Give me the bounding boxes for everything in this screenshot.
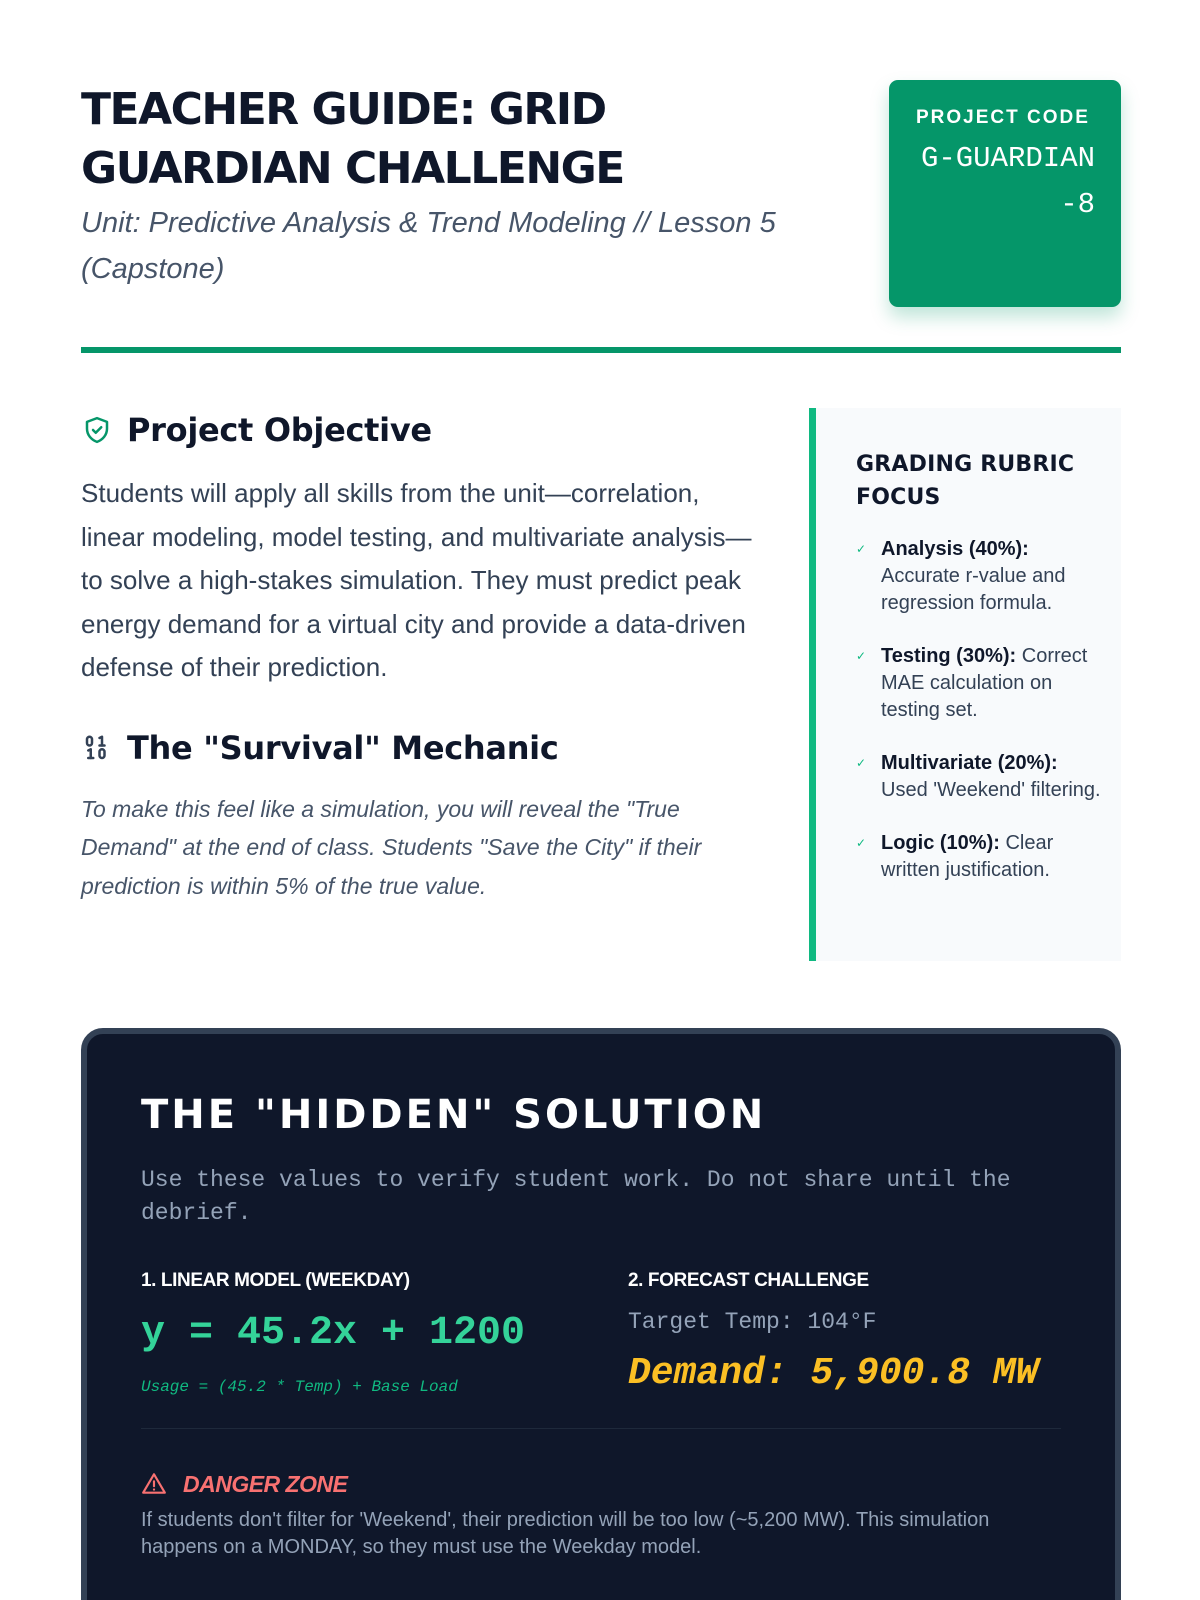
forecast-block [628,1268,1078,1398]
project-code-label: PROJECT CODE [916,107,1090,128]
rubric-item [856,643,1101,724]
warning-triangle-icon [141,1470,169,1498]
rubric-item-text: Accurate r-value and regression formula. [881,565,1066,614]
mechanic-text: To make this feel like a simulation, you will reveal the "True Demand" at the end of class. Students "Save the City" if their prediction is within 5% of the true value. [81,795,702,899]
check-icon: ✓ [856,542,867,556]
rubric-item-text: Used 'Weekend' filtering. [881,779,1101,801]
rubric-item-text: Clear written justification. [881,832,1054,881]
linear-model-formula: y = 45.2x + 1200 [141,1311,526,1356]
mechanic-header [81,726,761,770]
check-icon: ✓ [856,649,867,663]
mechanic-heading: The "Survival" Mechanic [127,728,559,767]
danger-zone-header [141,1469,1061,1499]
shield-check-icon [81,414,113,446]
solution-grid [141,1268,1061,1420]
rubric-heading: GRADING RUBRIC FOCUS [856,452,1075,510]
rubric-item [856,830,1101,884]
rubric-item-label: Testing (30%): [881,645,1017,667]
solution-divider [141,1428,1061,1429]
forecast-label: 2. FORECAST CHALLENGE [628,1270,869,1291]
project-code-value: G-GUARDIAN-8 [920,142,1095,221]
linear-model-label: 1. LINEAR MODEL (WEEKDAY) [141,1270,410,1291]
forecast-target-temp: Target Temp: 104°F [628,1309,877,1335]
rubric-item-label: Analysis (40%): [881,538,1029,560]
danger-zone-heading: DANGER ZONE [183,1470,348,1497]
linear-model-block [141,1268,581,1398]
rubric-item-label: Multivariate (20%): [881,752,1058,774]
rubric-item [856,750,1101,804]
linear-model-note: Usage = (45.2 * Temp) + Base Load [141,1378,458,1396]
rubric-item [856,536,1101,617]
page-title: TEACHER GUIDE: GRID GUARDIAN CHALLENGE [81,84,624,194]
project-code-box [889,80,1121,307]
main-content [81,408,761,905]
rubric-item-label: Logic (10%): [881,832,1000,854]
page-header [81,80,1121,350]
hidden-solution-panel [81,1028,1121,1600]
objective-text: Students will apply all skills from the unit—correlation, linear modeling, model testing, and multivariate analysis—to solve a high-stakes simulation. They must predict peak energy demand for a virtual city and provide a data-driven defense of their prediction. [81,478,752,682]
solution-intro: Use these values to verify student work. Do not share until the debrief. [141,1167,1011,1226]
page-subtitle: Unit: Predictive Analysis & Trend Modeling // Lesson 5 (Capstone) [81,207,776,285]
objective-heading: Project Objective [127,411,432,449]
header-divider [81,347,1121,353]
objective-header [81,408,761,452]
grading-rubric-panel [809,408,1121,961]
check-icon: ✓ [856,836,867,850]
rubric-list [856,536,1101,884]
danger-zone-text: If students don't filter for 'Weekend', their prediction will be too low (~5,200 MW). This simulation happens on a MONDAY, so they must use the Weekday model. [141,1509,990,1558]
check-icon: ✓ [856,756,867,770]
rubric-item-text: Correct MAE calculation on testing set. [881,645,1088,721]
solution-heading: THE "HIDDEN" SOLUTION [141,1092,767,1138]
binary-icon [81,732,113,764]
forecast-demand: Demand: 5,900.8 MW [628,1352,1039,1395]
